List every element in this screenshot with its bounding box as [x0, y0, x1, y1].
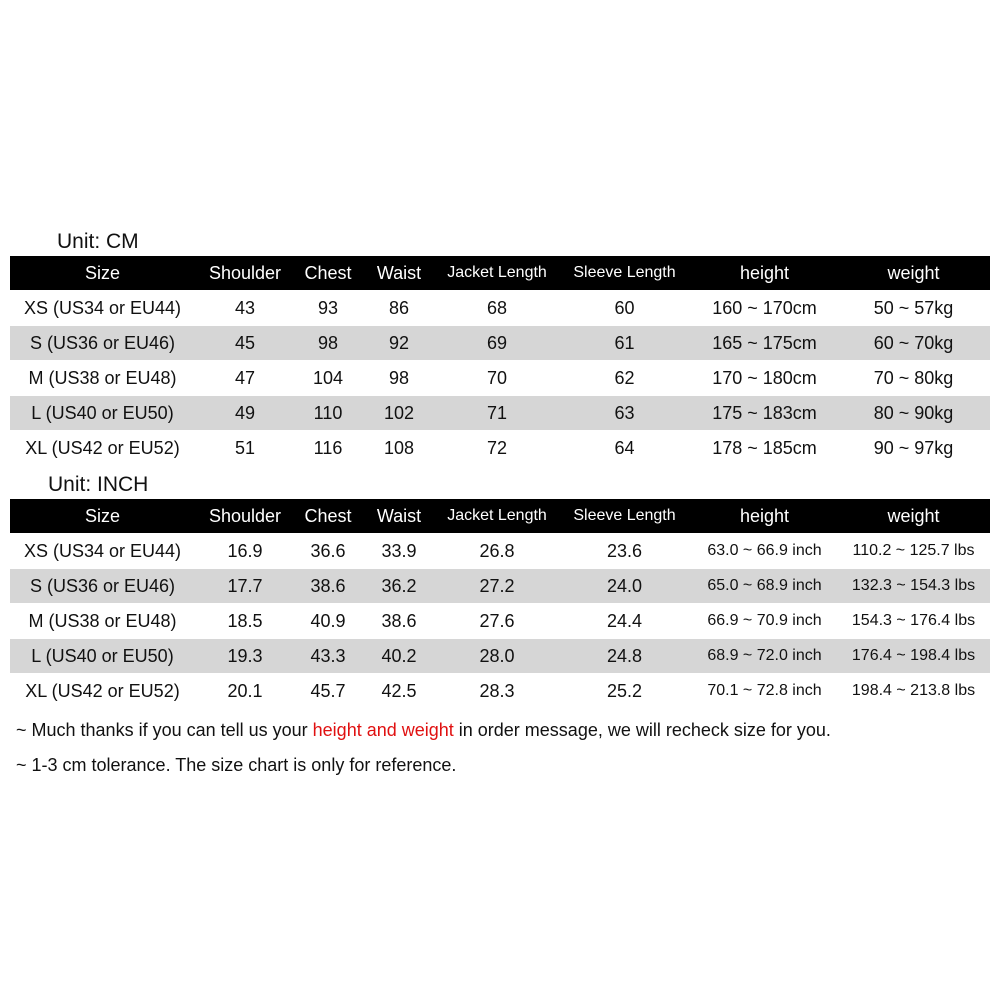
- sleeve-length-cell: 60: [557, 291, 692, 326]
- waist-cell: 38.6: [361, 604, 437, 639]
- inch-header-row: [10, 499, 990, 534]
- inch-header-sleeve-length: Sleeve Length: [557, 499, 692, 534]
- weight-cell: 176.4 ~ 198.4 lbs: [837, 639, 990, 674]
- sleeve-length-cell: 24.0: [557, 569, 692, 604]
- height-cell: 160 ~ 170cm: [692, 291, 837, 326]
- table-row: [10, 396, 990, 431]
- sleeve-length-cell: 23.6: [557, 534, 692, 569]
- sleeve-length-cell: 24.8: [557, 639, 692, 674]
- shoulder-cell: 19.3: [195, 639, 295, 674]
- size-cell: L (US40 or EU50): [10, 396, 195, 431]
- chest-cell: 40.9: [295, 604, 361, 639]
- cm-header-height: height: [692, 256, 837, 291]
- height-cell: 165 ~ 175cm: [692, 326, 837, 361]
- chest-cell: 98: [295, 326, 361, 361]
- table-row: [10, 291, 990, 326]
- table-row: [10, 639, 990, 674]
- size-cell: XS (US34 or EU44): [10, 534, 195, 569]
- chest-cell: 38.6: [295, 569, 361, 604]
- weight-cell: 90 ~ 97kg: [837, 431, 990, 466]
- shoulder-cell: 20.1: [195, 674, 295, 709]
- weight-cell: 132.3 ~ 154.3 lbs: [837, 569, 990, 604]
- waist-cell: 36.2: [361, 569, 437, 604]
- height-cell: 68.9 ~ 72.0 inch: [692, 639, 837, 674]
- sleeve-length-cell: 62: [557, 361, 692, 396]
- jacket-length-cell: 28.0: [437, 639, 557, 674]
- cm-header-shoulder: Shoulder: [195, 256, 295, 291]
- waist-cell: 108: [361, 431, 437, 466]
- inch-header-shoulder: Shoulder: [195, 499, 295, 534]
- jacket-length-cell: 27.6: [437, 604, 557, 639]
- shoulder-cell: 47: [195, 361, 295, 396]
- jacket-length-cell: 72: [437, 431, 557, 466]
- waist-cell: 98: [361, 361, 437, 396]
- waist-cell: 42.5: [361, 674, 437, 709]
- sleeve-length-cell: 61: [557, 326, 692, 361]
- table-row: [10, 431, 990, 466]
- cm-header-row: [10, 256, 990, 291]
- chest-cell: 36.6: [295, 534, 361, 569]
- size-cell: XL (US42 or EU52): [10, 431, 195, 466]
- note-recheck-suffix: in order message, we will recheck size for you.: [453, 720, 831, 740]
- size-cell: S (US36 or EU46): [10, 326, 195, 361]
- table-row: [10, 569, 990, 604]
- chest-cell: 43.3: [295, 639, 361, 674]
- cm-unit-label: Unit: CM: [57, 230, 139, 253]
- height-cell: 178 ~ 185cm: [692, 431, 837, 466]
- size-cell: L (US40 or EU50): [10, 639, 195, 674]
- size-cell: M (US38 or EU48): [10, 604, 195, 639]
- chest-cell: 104: [295, 361, 361, 396]
- shoulder-cell: 43: [195, 291, 295, 326]
- size-cell: XL (US42 or EU52): [10, 674, 195, 709]
- sleeve-length-cell: 64: [557, 431, 692, 466]
- shoulder-cell: 49: [195, 396, 295, 431]
- note-tolerance: ~ 1-3 cm tolerance. The size chart is only for reference.: [16, 755, 457, 775]
- inch-size-table: [10, 499, 990, 708]
- sleeve-length-cell: 63: [557, 396, 692, 431]
- inch-header-waist: Waist: [361, 499, 437, 534]
- chest-cell: 45.7: [295, 674, 361, 709]
- height-cell: 175 ~ 183cm: [692, 396, 837, 431]
- waist-cell: 92: [361, 326, 437, 361]
- note-highlight-height-weight: height and weight: [312, 720, 454, 740]
- size-cell: M (US38 or EU48): [10, 361, 195, 396]
- table-row: [10, 361, 990, 396]
- weight-cell: 80 ~ 90kg: [837, 396, 990, 431]
- inch-header-weight: weight: [837, 499, 990, 534]
- size-cell: XS (US34 or EU44): [10, 291, 195, 326]
- jacket-length-cell: 70: [437, 361, 557, 396]
- shoulder-cell: 16.9: [195, 534, 295, 569]
- height-cell: 170 ~ 180cm: [692, 361, 837, 396]
- shoulder-cell: 17.7: [195, 569, 295, 604]
- table-row: [10, 604, 990, 639]
- cm-header-chest: Chest: [295, 256, 361, 291]
- note-recheck-prefix: ~ Much thanks if you can tell us your: [16, 720, 313, 740]
- inch-header-size: Size: [10, 499, 195, 534]
- waist-cell: 86: [361, 291, 437, 326]
- note-recheck-size: [16, 720, 831, 741]
- waist-cell: 40.2: [361, 639, 437, 674]
- cm-header-waist: Waist: [361, 256, 437, 291]
- weight-cell: 60 ~ 70kg: [837, 326, 990, 361]
- sleeve-length-cell: 25.2: [557, 674, 692, 709]
- inch-unit-label: Unit: INCH: [48, 473, 149, 496]
- sleeve-length-cell: 24.4: [557, 604, 692, 639]
- height-cell: 65.0 ~ 68.9 inch: [692, 569, 837, 604]
- inch-header-chest: Chest: [295, 499, 361, 534]
- height-cell: 66.9 ~ 70.9 inch: [692, 604, 837, 639]
- cm-header-size: Size: [10, 256, 195, 291]
- chest-cell: 110: [295, 396, 361, 431]
- table-row: [10, 326, 990, 361]
- cm-header-weight: weight: [837, 256, 990, 291]
- inch-header-jacket-length: Jacket Length: [437, 499, 557, 534]
- waist-cell: 33.9: [361, 534, 437, 569]
- waist-cell: 102: [361, 396, 437, 431]
- cm-header-sleeve-length: Sleeve Length: [557, 256, 692, 291]
- table-row: [10, 534, 990, 569]
- chest-cell: 116: [295, 431, 361, 466]
- shoulder-cell: 45: [195, 326, 295, 361]
- chest-cell: 93: [295, 291, 361, 326]
- jacket-length-cell: 27.2: [437, 569, 557, 604]
- weight-cell: 50 ~ 57kg: [837, 291, 990, 326]
- shoulder-cell: 51: [195, 431, 295, 466]
- inch-header-height: height: [692, 499, 837, 534]
- shoulder-cell: 18.5: [195, 604, 295, 639]
- weight-cell: 198.4 ~ 213.8 lbs: [837, 674, 990, 709]
- weight-cell: 154.3 ~ 176.4 lbs: [837, 604, 990, 639]
- height-cell: 63.0 ~ 66.9 inch: [692, 534, 837, 569]
- cm-header-jacket-length: Jacket Length: [437, 256, 557, 291]
- table-row: [10, 674, 990, 709]
- jacket-length-cell: 26.8: [437, 534, 557, 569]
- jacket-length-cell: 68: [437, 291, 557, 326]
- height-cell: 70.1 ~ 72.8 inch: [692, 674, 837, 709]
- cm-size-table: [10, 256, 990, 465]
- jacket-length-cell: 71: [437, 396, 557, 431]
- weight-cell: 70 ~ 80kg: [837, 361, 990, 396]
- jacket-length-cell: 69: [437, 326, 557, 361]
- size-cell: S (US36 or EU46): [10, 569, 195, 604]
- jacket-length-cell: 28.3: [437, 674, 557, 709]
- weight-cell: 110.2 ~ 125.7 lbs: [837, 534, 990, 569]
